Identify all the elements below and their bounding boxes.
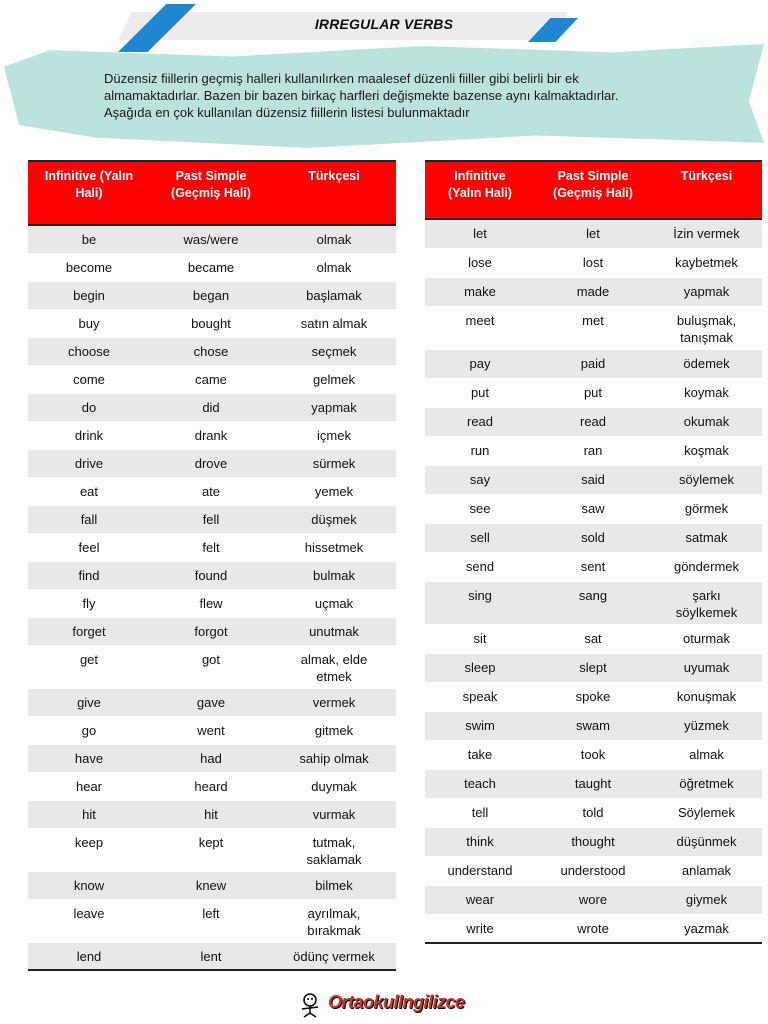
cell-past-simple: fell [150, 505, 272, 533]
cell-turkish: başlamak [272, 281, 396, 309]
cell-past-simple: heard [150, 772, 272, 800]
cell-past-simple: gave [150, 688, 272, 716]
cell-infinitive: keep [28, 828, 150, 871]
cell-turkish: düşünmek [651, 827, 762, 856]
table-row [425, 769, 762, 798]
cell-turkish: uyumak [651, 653, 762, 682]
cell-infinitive: teach [425, 769, 535, 798]
cell-past-simple: became [150, 253, 272, 281]
cell-infinitive: let [425, 219, 535, 248]
table-row [28, 617, 396, 645]
cell-infinitive: run [425, 436, 535, 465]
cell-infinitive: see [425, 494, 535, 523]
cell-infinitive: read [425, 407, 535, 436]
cell-infinitive: fall [28, 505, 150, 533]
cell-infinitive: get [28, 645, 150, 688]
table-row [28, 477, 396, 505]
cell-turkish: koymak [651, 378, 762, 407]
verbs-table-left [28, 160, 396, 971]
cell-turkish: vurmak [272, 800, 396, 828]
cell-past-simple: thought [535, 827, 651, 856]
table-row [28, 828, 396, 871]
table-row [28, 393, 396, 421]
cell-past-simple: taught [535, 769, 651, 798]
table-row [425, 436, 762, 465]
cell-past-simple: took [535, 740, 651, 769]
table-row [425, 306, 762, 349]
cell-past-simple: made [535, 277, 651, 306]
table-row [28, 942, 396, 970]
cell-past-simple: flew [150, 589, 272, 617]
cell-infinitive: find [28, 561, 150, 589]
cell-infinitive: come [28, 365, 150, 393]
cell-turkish: gitmek [272, 716, 396, 744]
column-header-past-simple: Past Simple (Geçmiş Hali) [150, 161, 272, 225]
cell-past-simple: had [150, 744, 272, 772]
cell-infinitive: have [28, 744, 150, 772]
cell-infinitive: swim [425, 711, 535, 740]
table-row [425, 248, 762, 277]
cell-infinitive: drink [28, 421, 150, 449]
table-row [425, 885, 762, 914]
cell-past-simple: sang [535, 581, 651, 624]
cell-turkish: düşmek [272, 505, 396, 533]
cell-past-simple: left [150, 899, 272, 942]
cell-turkish: söylemek [651, 465, 762, 494]
cell-past-simple: ran [535, 436, 651, 465]
cell-turkish: içmek [272, 421, 396, 449]
table-row [425, 465, 762, 494]
cell-past-simple: knew [150, 871, 272, 899]
cell-past-simple: wrote [535, 914, 651, 943]
table-row [28, 533, 396, 561]
cell-infinitive: say [425, 465, 535, 494]
cell-infinitive: forget [28, 617, 150, 645]
cell-infinitive: sing [425, 581, 535, 624]
cell-infinitive: lend [28, 942, 150, 970]
cell-turkish: almak [651, 740, 762, 769]
cell-turkish: anlamak [651, 856, 762, 885]
cell-turkish: görmek [651, 494, 762, 523]
cell-past-simple: felt [150, 533, 272, 561]
cell-infinitive: lose [425, 248, 535, 277]
column-header-past-simple: Past Simple (Geçmiş Hali) [535, 161, 651, 219]
cell-turkish: unutmak [272, 617, 396, 645]
cell-infinitive: hear [28, 772, 150, 800]
column-header-turkish: Türkçesi [272, 161, 396, 225]
cell-infinitive: make [425, 277, 535, 306]
cell-infinitive: sit [425, 624, 535, 653]
table-row [425, 653, 762, 682]
cell-past-simple: read [535, 407, 651, 436]
cell-turkish: ödünç vermek [272, 942, 396, 970]
cell-past-simple: bought [150, 309, 272, 337]
table-row [28, 688, 396, 716]
cell-infinitive: know [28, 871, 150, 899]
table-row [425, 219, 762, 248]
table-row [28, 505, 396, 533]
table-row [28, 365, 396, 393]
cell-turkish: bilmek [272, 871, 396, 899]
intro-text [104, 70, 704, 121]
cell-turkish: Söylemek [651, 798, 762, 827]
mascot-icon [296, 992, 326, 1018]
site-logo [296, 992, 472, 1018]
cell-turkish: sahip olmak [272, 744, 396, 772]
cell-infinitive: speak [425, 682, 535, 711]
cell-infinitive: understand [425, 856, 535, 885]
cell-past-simple: let [535, 219, 651, 248]
cell-infinitive: sleep [425, 653, 535, 682]
table-row [425, 552, 762, 581]
intro-line: almamaktadırlar. Bazen bir bazen birkaç harfleri değişmekte bazense aynı kalmaktadırlar. [104, 88, 619, 103]
cell-turkish: kaybetmek [651, 248, 762, 277]
cell-turkish: satın almak [272, 309, 396, 337]
table-row [28, 253, 396, 281]
cell-past-simple: sold [535, 523, 651, 552]
cell-infinitive: think [425, 827, 535, 856]
cell-turkish: ödemek [651, 349, 762, 378]
table-row [28, 645, 396, 688]
cell-past-simple: drank [150, 421, 272, 449]
cell-turkish: yemek [272, 477, 396, 505]
cell-turkish: okumak [651, 407, 762, 436]
table-row [28, 899, 396, 942]
cell-turkish: almak, elde etmek [272, 645, 396, 688]
cell-infinitive: wear [425, 885, 535, 914]
cell-turkish: konuşmak [651, 682, 762, 711]
table-row [425, 494, 762, 523]
cell-turkish: seçmek [272, 337, 396, 365]
cell-infinitive: send [425, 552, 535, 581]
cell-infinitive: pay [425, 349, 535, 378]
cell-turkish: olmak [272, 225, 396, 253]
cell-turkish: buluşmak, tanışmak [651, 306, 762, 349]
cell-turkish: ayrılmak, bırakmak [272, 899, 396, 942]
intro-line: Aşağıda en çok kullanılan düzensiz fiillerin listesi bulunmaktadır [104, 105, 470, 120]
cell-turkish: uçmak [272, 589, 396, 617]
column-header-infinitive: Infinitive (Yalın Hali) [28, 161, 150, 225]
table-row [425, 349, 762, 378]
cell-turkish: İzin vermek [651, 219, 762, 248]
cell-past-simple: got [150, 645, 272, 688]
cell-past-simple: lent [150, 942, 272, 970]
cell-past-simple: wore [535, 885, 651, 914]
cell-infinitive: fly [28, 589, 150, 617]
column-header-infinitive: Infinitive (Yalın Hali) [425, 161, 535, 219]
cell-past-simple: found [150, 561, 272, 589]
cell-past-simple: did [150, 393, 272, 421]
cell-turkish: koşmak [651, 436, 762, 465]
cell-past-simple: spoke [535, 682, 651, 711]
cell-past-simple: paid [535, 349, 651, 378]
cell-infinitive: sell [425, 523, 535, 552]
table-row [425, 682, 762, 711]
cell-turkish: satmak [651, 523, 762, 552]
cell-infinitive: be [28, 225, 150, 253]
cell-past-simple: put [535, 378, 651, 407]
cell-turkish: sürmek [272, 449, 396, 477]
table-row [28, 871, 396, 899]
table-row [28, 716, 396, 744]
table-row [425, 798, 762, 827]
table-row [425, 523, 762, 552]
cell-infinitive: hit [28, 800, 150, 828]
table-row [425, 740, 762, 769]
cell-turkish: yüzmek [651, 711, 762, 740]
cell-past-simple: said [535, 465, 651, 494]
cell-turkish: duymak [272, 772, 396, 800]
cell-infinitive: do [28, 393, 150, 421]
cell-infinitive: write [425, 914, 535, 943]
cell-past-simple: was/were [150, 225, 272, 253]
cell-past-simple: met [535, 306, 651, 349]
cell-past-simple: saw [535, 494, 651, 523]
table-row [425, 856, 762, 885]
logo-text: OrtaokulIngilizce [328, 992, 465, 1012]
cell-past-simple: lost [535, 248, 651, 277]
cell-past-simple: drove [150, 449, 272, 477]
table-row [28, 337, 396, 365]
cell-infinitive: become [28, 253, 150, 281]
cell-infinitive: leave [28, 899, 150, 942]
cell-past-simple: kept [150, 828, 272, 871]
cell-infinitive: choose [28, 337, 150, 365]
intro-line: Düzensiz fiillerin geçmiş halleri kullanılırken maalesef düzenli fiiller gibi belirli bir ek [104, 71, 579, 86]
cell-turkish: yapmak [651, 277, 762, 306]
cell-turkish: bulmak [272, 561, 396, 589]
cell-turkish: hissetmek [272, 533, 396, 561]
table-row [425, 581, 762, 624]
table-row [28, 589, 396, 617]
cell-turkish: öğretmek [651, 769, 762, 798]
cell-infinitive: take [425, 740, 535, 769]
cell-infinitive: give [28, 688, 150, 716]
table-row [28, 225, 396, 253]
cell-infinitive: begin [28, 281, 150, 309]
table-row [28, 744, 396, 772]
cell-infinitive: go [28, 716, 150, 744]
table-row [28, 449, 396, 477]
cell-past-simple: ate [150, 477, 272, 505]
cell-past-simple: sat [535, 624, 651, 653]
cell-infinitive: feel [28, 533, 150, 561]
table-row [425, 407, 762, 436]
cell-turkish: olmak [272, 253, 396, 281]
cell-past-simple: forgot [150, 617, 272, 645]
cell-past-simple: understood [535, 856, 651, 885]
table-row [28, 772, 396, 800]
cell-past-simple: slept [535, 653, 651, 682]
table-row [28, 309, 396, 337]
cell-infinitive: meet [425, 306, 535, 349]
cell-past-simple: came [150, 365, 272, 393]
cell-infinitive: buy [28, 309, 150, 337]
column-header-turkish: Türkçesi [651, 161, 762, 219]
table-row [28, 800, 396, 828]
table-row [425, 378, 762, 407]
cell-turkish: göndermek [651, 552, 762, 581]
cell-turkish: vermek [272, 688, 396, 716]
cell-turkish: tutmak, saklamak [272, 828, 396, 871]
cell-turkish: yazmak [651, 914, 762, 943]
table-row [425, 914, 762, 943]
cell-past-simple: swam [535, 711, 651, 740]
cell-past-simple: began [150, 281, 272, 309]
cell-past-simple: sent [535, 552, 651, 581]
cell-infinitive: eat [28, 477, 150, 505]
cell-infinitive: tell [425, 798, 535, 827]
cell-past-simple: hit [150, 800, 272, 828]
table-row [425, 277, 762, 306]
table-row [425, 624, 762, 653]
table-row [425, 711, 762, 740]
cell-infinitive: drive [28, 449, 150, 477]
cell-turkish: giymek [651, 885, 762, 914]
table-row [28, 281, 396, 309]
verbs-table-right [425, 160, 762, 944]
table-row [425, 827, 762, 856]
table-row [28, 561, 396, 589]
page-title: IRREGULAR VERBS [314, 16, 454, 32]
cell-turkish: oturmak [651, 624, 762, 653]
cell-turkish: gelmek [272, 365, 396, 393]
cell-past-simple: told [535, 798, 651, 827]
table-row [28, 421, 396, 449]
cell-past-simple: chose [150, 337, 272, 365]
cell-turkish: yapmak [272, 393, 396, 421]
cell-turkish: şarkı söylkemek [651, 581, 762, 624]
cell-past-simple: went [150, 716, 272, 744]
cell-infinitive: put [425, 378, 535, 407]
